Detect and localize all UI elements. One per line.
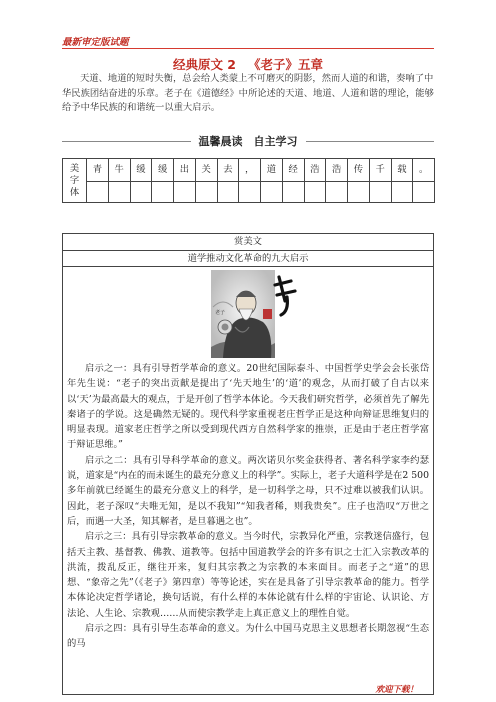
appreciation-body [63,361,433,652]
appreciation-box [62,233,434,695]
vocab-cell [391,182,413,203]
vocab-cell [152,182,174,203]
vocab-row-label: 美字体 [63,159,87,203]
vocab-cell: 经 [282,159,304,182]
vocab-cell [174,182,196,203]
vocab-cell: 浩 [326,159,348,182]
appreciation-paragraph: 启示之二：具有引导科学革命的意义。两次诺贝尔奖金获得者、著名科学家李约瑟说，道家是“内在的而未诞生的最充分意义上的科学”。实际上，老子大道科学是在2 500多年前就已经诞生的最充分意义上的科学，是一切科学之母，只不过难以被我们认识。因此，老子深叹“夫唯无知，是以不我知”“知我者稀，则我贵矣”。庄子也浩叹“万世之后，而遇一大圣，知其解者，是旦暮遇之也”。 [67,454,429,527]
illustration-caption: 老子 [215,310,226,316]
footer-note: 欢迎下载！ [375,685,418,695]
laozi-illustration [63,267,433,361]
section-heading [62,133,434,149]
vocab-cell: 。 [413,159,435,182]
vocab-cell: 传 [348,159,370,182]
vocab-cell: 关 [195,159,217,182]
title-part-2: 《老子》五章 [248,57,324,72]
vocab-cell [304,182,326,203]
vocab-cell [282,182,304,203]
section-label: 温馨晨读 自主学习 [198,135,298,148]
vocab-cell: 青 [87,159,109,182]
intro-paragraph: 天道、地道的短时失衡，总会给人类蒙上不可磨灭的阴影，然而人道的和谐，奏响了中华民族团结奋进的乐章。老子在《道德经》中所论述的天道、地道、人道和谐的理论，能够给予中华民族的和谐统一以重大启示。 [62,73,434,114]
vocab-cell [348,182,370,203]
laozi-portrait-image [63,267,433,361]
vocab-cell [108,182,130,203]
vocab-cell [413,182,435,203]
vocab-cell [239,182,261,203]
title-part-1: 经典原文 2 [172,57,237,72]
vocab-cell [217,182,239,203]
vocab-cell: 千 [369,159,391,182]
appreciation-paragraph: 启示之四：具有引导生态革命的意义。为什么中国马克思主义思想者长期忽视“生态的马 [67,623,429,650]
vocab-cell: 去 [217,159,239,182]
vocab-cell: 道 [261,159,283,182]
vocab-cell [261,182,283,203]
vocab-cell [326,182,348,203]
vocab-row [63,182,435,203]
vocab-cell [130,182,152,203]
appreciation-subtitle: 道学推动文化革命的九大启示 [63,251,433,267]
copy-practice-table [62,158,435,203]
vocab-cell [369,182,391,203]
vocab-cell: 缓 [152,159,174,182]
appreciation-paragraph: 启示之三：具有引导宗教革命的意义。当今时代，宗教异化严重，宗教迷信盛行，包括天主教、基督教、佛教、道教等。包括中国道教学会的许多有识之士汇入宗教改革的洪流，拨乱反正，继往开来，复归其宗教之为宗教的本来面目。而老子之“道”的思想、“象帝之先”（《老子》第四章）等等论述，实在是具备了引导宗教革命的能力。哲学本体论决定哲学诸论，换句话说，有什么样的本体论就有什么样的宇宙论、认识论、方法论、人生论、宗教观……从而使宗教学走上真正意义上的理性自觉。 [67,531,429,619]
appreciation-paragraph: 启示之一：具有引导哲学革命的意义。20世纪国际泰斗、中国哲学史学会会长张岱年先生说：“老子的突出贡献是提出了‘先天地生’的‘道’的观念，从而打破了自古以来以‘天’为最高最大的观点，于是开创了哲学本体论。今天我们研究哲学，必须首先了解先秦诸子的学说。这是确然无疑的。现代科学家重视老庄哲学正是这种向辩证思维复归的明显表现。道家老庄哲学之所以受到现代西方自然科学家的推崇，正是由于老庄哲学富于辩证思维。” [67,363,429,451]
vocab-cell: 缓 [130,159,152,182]
vocab-cell: ， [239,159,261,182]
vocab-cell: 浩 [304,159,326,182]
section-rule-left [62,141,191,142]
appreciation-heading: 赏美文 [63,234,433,251]
section-rule-right [306,141,435,142]
header-divider [62,48,434,49]
vocab-cell: 载 [391,159,413,182]
vocab-cell: 出 [174,159,196,182]
header-banner: 最新审定版试题 [62,37,129,48]
vocab-cell [87,182,109,203]
vocab-cell [195,182,217,203]
vocab-row [63,159,435,182]
page-title [0,55,496,73]
vocab-cell: 牛 [108,159,130,182]
